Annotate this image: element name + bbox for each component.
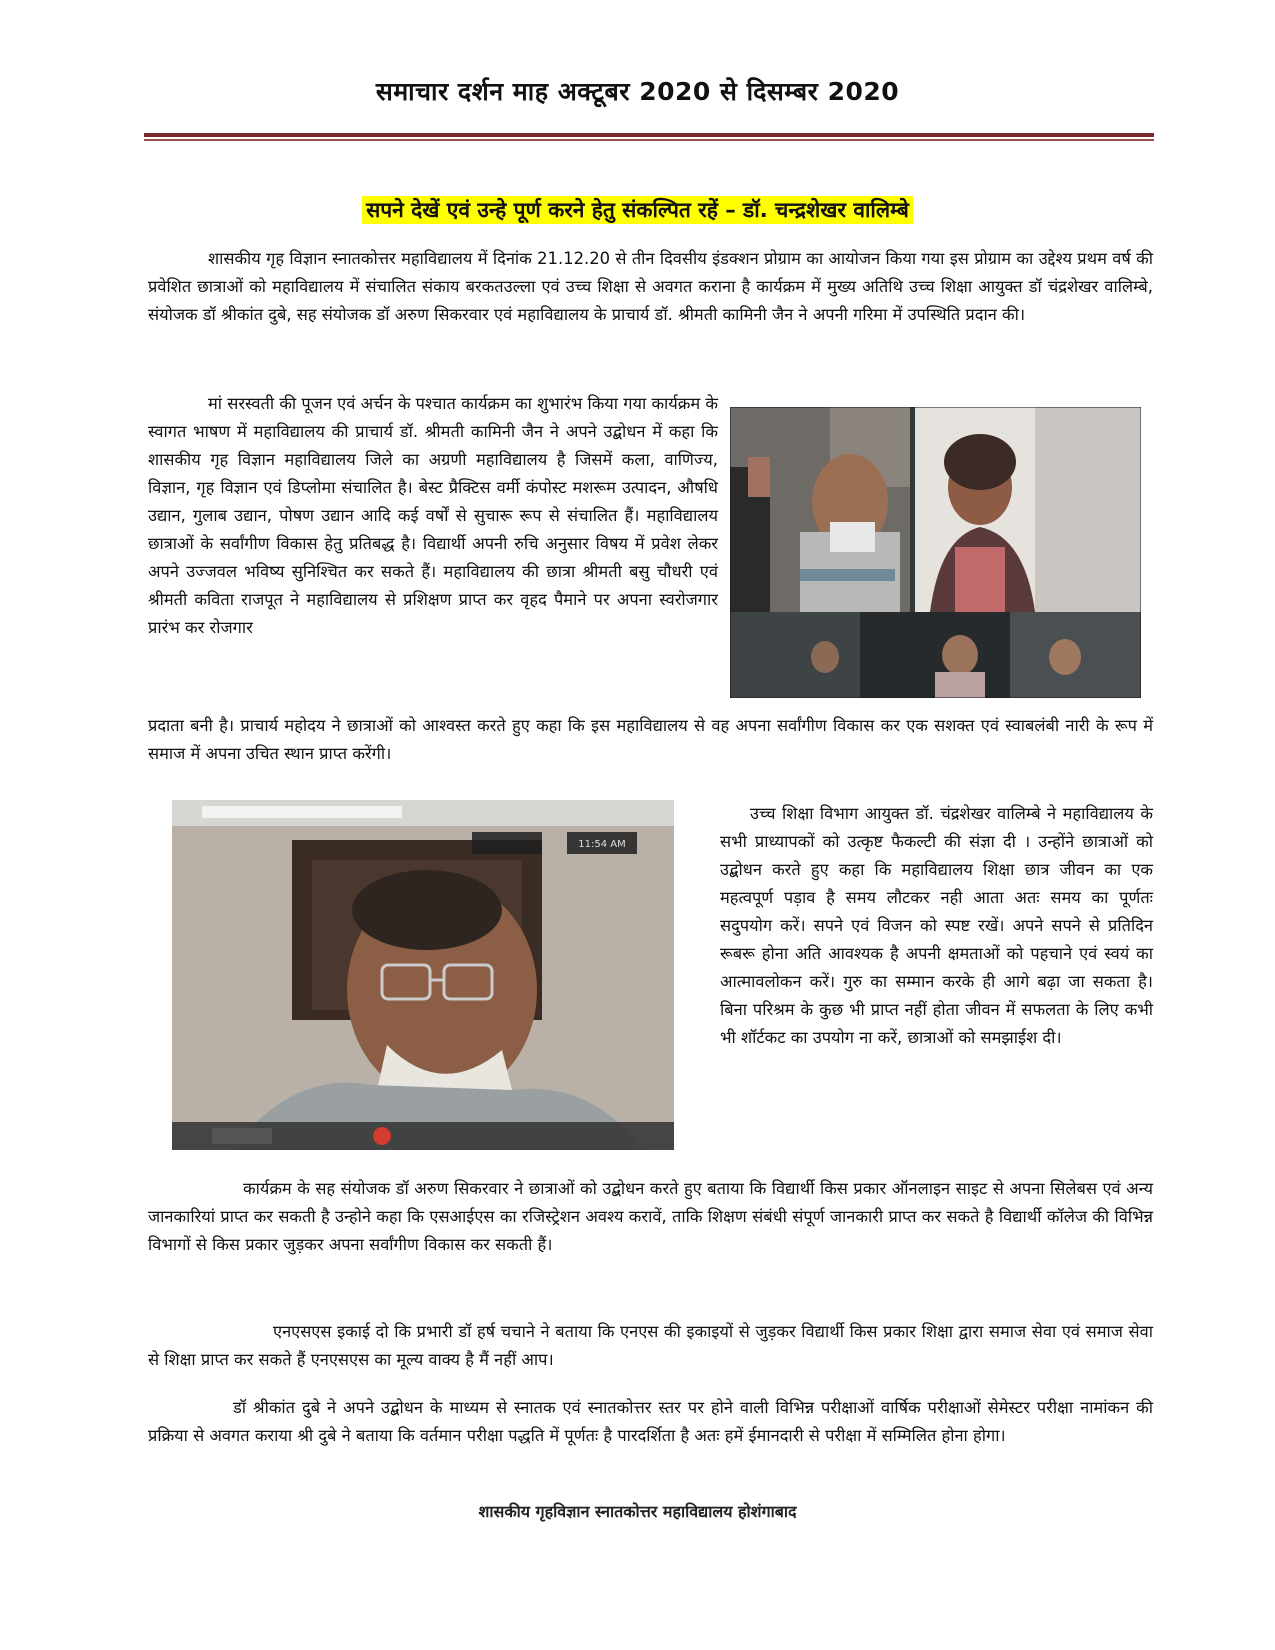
masthead-title: समाचार दर्शन माह अक्टूबर 2020 से दिसम्बर 2020 bbox=[375, 77, 900, 106]
video-conference-photo bbox=[730, 407, 1141, 698]
paragraph-welcome-speech-continued: प्रदाता बनी है। प्राचार्य महोदय ने छात्राओं को आश्वस्त करते हुए कहा कि इस महाविद्यालय से वह अपना सर्वांगीण विकास कर एक सशक्त एवं स्वाबलंबी नारी के रूप में समाज में अपना उचित स्थान प्राप्त करेंगी। bbox=[148, 716, 1153, 763]
paragraph-co-convener-speech: कार्यक्रम के सह संयोजक डॉ अरुण सिकरवार ने छात्राओं को उद्बोधन करते हुए बताया कि विद्यार्थी किस प्रकार ऑनलाइन साइट से अपना सिलेबस एवं अन्य जानकारियां प्राप्त कर सकती है उन्होने कहा कि एसआईएस का रजिस्ट्रेशन अवश्य करावें, ताकि शिक्षण संबंधी संपूर्ण जानकारी प्राप्त कर सकते है विद्यार्थी कॉलेज की विभिन्न विभागों से किस प्रकार जुड़कर अपना सर्वांगीण विकास कर सकती हैं। bbox=[148, 1179, 1153, 1254]
paragraph-intro: शासकीय गृह विज्ञान स्नातकोत्तर महाविद्यालय में दिनांक 21.12.20 से तीन दिवसीय इंडक्शन प्रोग्राम का आयोजन किया गया इस प्रोग्राम का उद्देश्य प्रथम वर्ष की प्रवेशित छात्राओं को महाविद्यालय में संचालित संकाय बरकतउल्ला एवं उच्च शिक्षा से अवगत कराना है कार्यक्रम में मुख्य अतिथि उच्च शिक्षा आयुक्त डॉ चंद्रशेखर वालिम्बे, संयोजक डॉ श्रीकांत दुबे, सह संयोजक डॉ अरुण सिकरवार एवं महाविद्यालय के प्राचार्य डॉ. श्रीमती कामिनी जैन ने अपनी गरिमा में उपस्थिति प्रदान की। bbox=[148, 249, 1153, 324]
masthead-rule bbox=[144, 133, 1154, 137]
article-headline: सपने देखें एवं उन्हे पूर्ण करने हेतु संकल्पित रहें – डॉ. चन्द्रशेखर वालिम्बे bbox=[0, 196, 1275, 224]
paragraph-nss-speech: एनएसएस इकाई दो कि प्रभारी डॉ हर्ष चचाने ने बताया कि एनएस की इकाइयों से जुड़कर विद्यार्थी किस प्रकार शिक्षा द्वारा समाज सेवा एवं समाज सेवा से शिक्षा प्राप्त कर सकते हैं एनएसएस का मूल्य वाक्य है मैं नहीं आप। bbox=[148, 1322, 1153, 1369]
college-footer: शासकीय गृहविज्ञान स्नातकोत्तर महाविद्यालय होशंगाबाद bbox=[478, 1502, 797, 1521]
clock-readout: 11:54 AM bbox=[578, 839, 626, 850]
paragraph-welcome-speech: मां सरस्वती की पूजन एवं अर्चन के पश्चात कार्यक्रम का शुभारंभ किया गया कार्यक्रम के स्वागत भाषण में महाविद्यालय की प्राचार्य डॉ. श्रीमती कामिनी जैन ने अपने उद्बोधन में कहा कि शासकीय गृह विज्ञान महाविद्यालय जिले का अग्रणी महाविद्यालय है जिसमें कला, वाणिज्य, विज्ञान, गृह विज्ञान एवं डिप्लोमा संचालित है। बेस्ट प्रैक्टिस वर्मी कंपोस्ट मशरूम उत्पादन, औषधि उद्यान, गुलाब उद्यान, पोषण उद्यान आदि कई वर्षों से सुचारू रूप से संचालित हैं। महाविद्यालय छात्राओं के सर्वांगीण विकास हेतु प्रतिबद्ध है। विद्यार्थी अपनी रुचि अनुसार विषय में प्रवेश लेकर अपने उज्जवल भविष्य सुनिश्चित कर सकते हैं। महाविद्यालय की छात्रा श्रीमती बसु चौधरी एवं श्रीमती कविता राजपूत ने महाविद्यालय से प्रशिक्षण प्राप्त कर वृहद पैमाने पर अपना स्वरोजगार प्रारंभ कर रोजगार bbox=[148, 394, 718, 637]
paragraph-commissioner-speech: उच्च शिक्षा विभाग आयुक्त डॉ. चंद्रशेखर वालिम्बे ने महाविद्यालय के सभी प्राध्यापकों को उत्कृष्ट फैकल्टी की संज्ञा दी । उन्होंने छात्राओं को उद्बोधन करते हुए कहा कि महाविद्यालय शिक्षा छात्र जीवन का एक महत्वपूर्ण पड़ाव है समय लौटकर नही आता अतः समय का पूर्णतः सदुपयोग करें। सपने एवं विजन को स्पष्ट रखें। अपने सपने से प्रतिदिन रूबरू होना अति आवश्यक है अपनी क्षमताओं को पहचाने एवं स्वयं का आत्मावलोकन करें। गुरु का सम्मान करके ही आगे बढ़ा जा सकता है। बिना परिश्रम के कुछ भी प्राप्त नहीं होता जीवन में सफलता के लिए कभी भी शॉर्टकट का उपयोग ना करें, छात्राओं को समझाईश दी। bbox=[720, 804, 1153, 1047]
paragraph-convener-speech: डॉ श्रीकांत दुबे ने अपने उद्बोधन के माध्यम से स्नातक एवं स्नातकोत्तर स्तर पर होने वाली विभिन्न परीक्षाओं वार्षिक परीक्षाओं सेमेस्टर परीक्षा नामांकन की प्रक्रिया से अवगत कराया श्री दुबे ने बताया कि वर्तमान परीक्षा पद्धति में पूर्णतः है पारदर्शिता है अतः हमें ईमानदारी से परीक्षा में सम्मिलित होना होगा। bbox=[148, 1398, 1153, 1445]
video-call-photo bbox=[172, 800, 674, 1150]
masthead-rule-thin bbox=[144, 139, 1154, 141]
